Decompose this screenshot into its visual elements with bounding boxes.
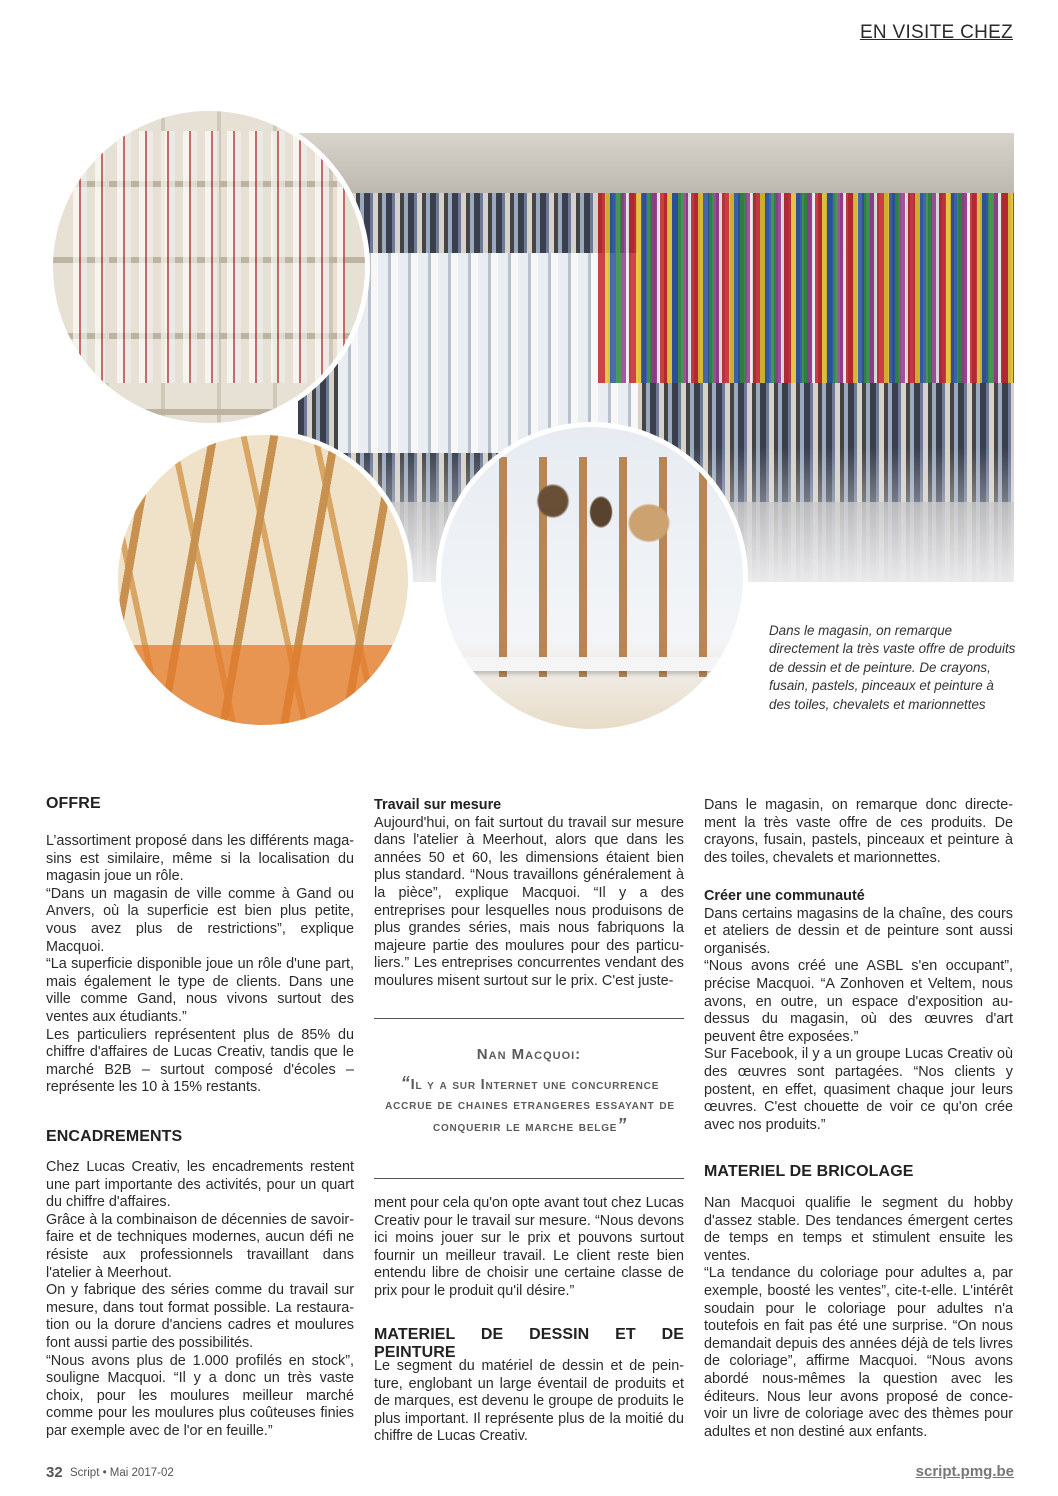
subheading-creer-communaute: Créer une communauté [704, 888, 865, 904]
quote-rule-bottom [374, 1178, 684, 1179]
photo-canvas-boxes [73, 131, 345, 383]
photo-wall [298, 133, 1014, 193]
photo-white-shelf [441, 657, 743, 671]
photo-paint-rack [598, 193, 1014, 383]
photo-caption: Dans le magasin, on remarque directement la très vaste offre de produits de dessin et de peinture. De crayons, fusain, pastels, pinceaux et peinture à des toiles, chevalets et marionnettes [769, 623, 1016, 712]
heading-encadrements: ENCADREMENTS [46, 1128, 183, 1145]
paragraph: “La tendance du coloriage pour adultes a, par exemple, boosté les ventes”, cite-t-elle. L'intérêt soudain pour le coloriage pour adultes n'a toutefois en fait pas été une surprise. “On nous demandait depuis des années déjà de tels livres de coloriage”, affirme Macquoi. “Nous avons abordé nous-mêmes la question avec les éditeurs. Nous leur avons proposé de conce-voir un livre de coloriage avec des thèmes pour adultes et non destiné aux enfants. [704, 1265, 1013, 1440]
heading-materiel-bricolage: MATERIEL DE BRICOLAGE [704, 1163, 914, 1180]
column-2-heading-dessin [374, 1326, 684, 1361]
pull-quote [380, 1073, 680, 1137]
paragraph: L’assortiment proposé dans les différents maga-sins est similaire, même si la localisation du magasin joue un rôle. [46, 833, 354, 885]
paragraph: Le segment du matériel de dessin et de pein-ture, englobant un large éventail de produits et de marques, est devenu le groupe de produits le plus important. Il représente plus de la moitié du chiffre de Lucas Creativ. [374, 1358, 684, 1445]
column-1-part-1 [46, 795, 354, 813]
wooden-mannequins-photo [436, 422, 748, 734]
column-2-part-2 [374, 1195, 684, 1301]
pull-quote-text: Il y a sur Internet une concurrence accrue de chaines etrangeres essayant de conquerir le marche belge [385, 1077, 675, 1135]
paragraph: Chez Lucas Creativ, les encadrements restent une part importante des activités, pour un quart du chiffre d'affaires. [46, 1159, 354, 1211]
column-1-offre-body [46, 833, 354, 1097]
page-number: 32 [46, 1464, 63, 1481]
canvas-shelves-photo [48, 106, 370, 428]
paragraph: Dans le magasin, on remarque donc directe-ment la très vaste offre de ces produits. De crayons, fusain, pastels, pinceaux et peinture à des toiles, chevalets et marionnettes. [704, 797, 1013, 866]
photo-orange-floor [118, 645, 408, 725]
paragraph: Grâce à la combinaison de décennies de savoir-faire et de techniques modernes, aucun défi ne résiste aux professionnels travaillant dans l'atelier à Meerhout. [46, 1211, 354, 1281]
column-2-part-1 [374, 797, 684, 991]
paragraph: Les particuliers représentent plus de 85% du chiffre d'affaires de Lucas Creativ, tandis que le marché B2B – surtout composé d'écoles – représente les 10 à 15% restants. [46, 1026, 354, 1096]
column-2-dessin-body [374, 1358, 684, 1446]
pull-quote-author: Nan Macquoi: [476, 1046, 582, 1063]
heading-offre: OFFRE [46, 795, 101, 812]
paragraph: “La superficie disponible joue un rôle d'une part, mais également le type de clients. Dans une ville comme Gand, nous vivons surtout des ventes aux étudiants.” [46, 956, 354, 1025]
paragraph: ment pour cela qu'on opte avant tout chez Lucas Creativ pour le travail sur mesure. “Nous devons ici moins jouer sur le prix et pouvons surtout fournir un meilleur travail. Le client reste bien entendu libre de choisir une certaine classe de prix pour le produit qu'il désire.” [374, 1195, 684, 1299]
quote-open-mark: “ [400, 1073, 411, 1093]
publication-info: Script • Mai 2017-02 [70, 1467, 174, 1479]
column-3-heading-bricolage [704, 1163, 1013, 1181]
section-tag: EN VISITE CHEZ [859, 22, 1013, 43]
quote-rule-top [374, 1018, 684, 1019]
paragraph: Dans certains magasins de la chaîne, des cours et ateliers de dessin et de peinture sont aussi organisés. [704, 905, 1013, 957]
website-link[interactable]: script.pmg.be [915, 1463, 1014, 1480]
wooden-easels-photo [113, 430, 413, 730]
paragraph: On y fabrique des séries comme du travail sur mesure, dans tout format possible. La restaura-tion ou la dorure d'anciens cadres et moulures font aussi partie des possibilités. [46, 1282, 354, 1351]
heading-materiel-dessin: MATERIEL DE DESSIN ET DE PEINTURE [374, 1326, 684, 1361]
photo-mannequins [481, 457, 721, 677]
paragraph: “Nous avons créé une ASBL s'en occupant”, précise Macquoi. “A Zonhoven et Veltem, nous avons, en outre, un espace d'exposition au-dessus du magasin, où des œuvres d'art peuvent être exposées.” [704, 958, 1013, 1045]
column-3-bricolage-body [704, 1195, 1013, 1441]
paragraph: “Dans un magasin de ville comme à Gand ou Anvers, où la superficie est bien plus petite, vous avez plus de restrictions”, explique Macquoi. [46, 885, 354, 955]
subheading-travail-sur-mesure: Travail sur mesure [374, 797, 502, 813]
paragraph: Sur Facebook, il y a un groupe Lucas Creativ où des œuvres sont partagées. “Nos clients y postent, en effet, quasiment chaque jour leurs œuvres. C'est chouette de voir ce qu'on crée avec nos produits.” [704, 1046, 1013, 1133]
column-3-communaute [704, 888, 1013, 1134]
column-1-encadrements-body [46, 1159, 354, 1441]
paragraph: Aujourd'hui, on fait surtout du travail sur mesure dans l'atelier à Meerhout, alors que dans les années 50 et 60, les dimensions étaient bien plus standard. “Nous travaillons généralement à la pièce”, explique Macquoi. “Il y a des entreprises pour lesquelles nous produisons de plus grandes séries, mais nous fabriquons la majeure partie des moulures pour des particu-liers.” Les entreprises concurrentes vendant des moulures misent surtout sur le prix. C'est juste- [374, 814, 684, 989]
paragraph: “Nous avons plus de 1.000 profilés en stock”, souligne Macquoi. “Il y a donc un très vaste choix, pour les moulures meilleur marché comme pour les moulures plus coûteuses finies par exemple avec de l'or en feuille.” [46, 1352, 354, 1439]
column-3-part-1 [704, 797, 1013, 867]
paragraph: Nan Macquoi qualifie le segment du hobby d'assez stable. Des tendances émergent certes de temps en temps et stimulent ensuite les ventes. [704, 1195, 1013, 1264]
quote-close-mark: ” [617, 1115, 628, 1135]
column-1-heading-encadrements [46, 1128, 354, 1146]
